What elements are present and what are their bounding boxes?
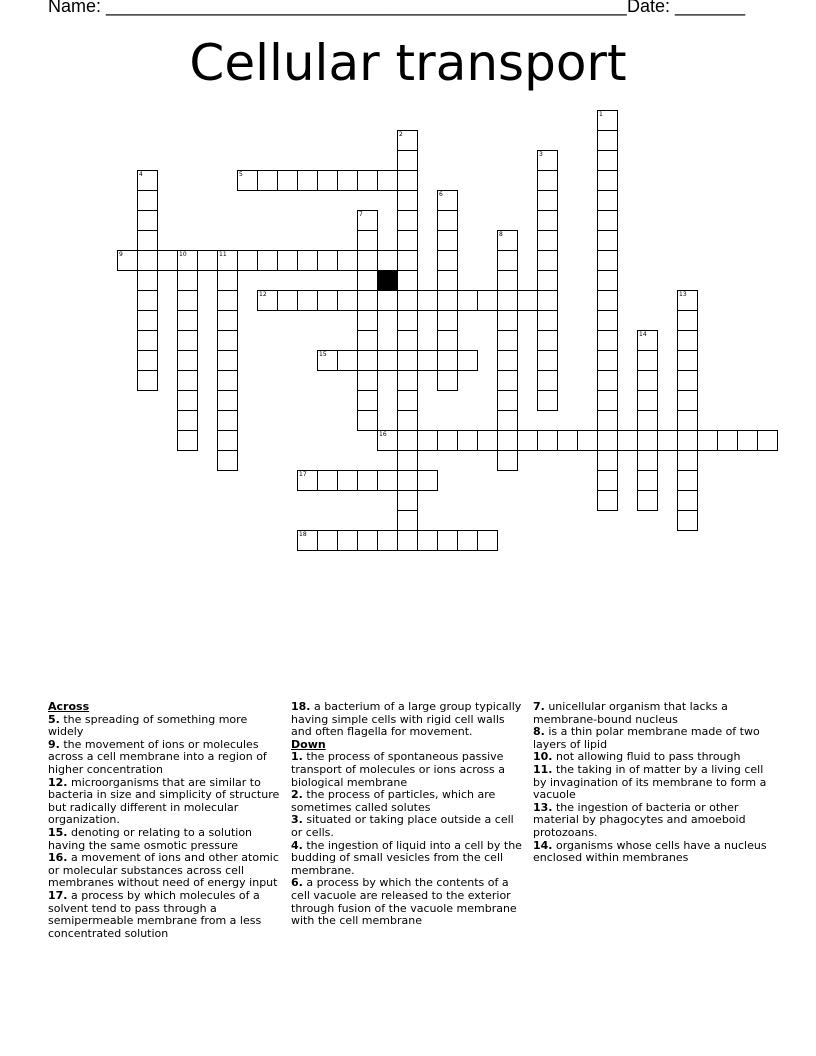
crossword-cell[interactable] (137, 350, 158, 371)
crossword-cell[interactable] (177, 390, 198, 411)
crossword-cell[interactable] (597, 470, 618, 491)
crossword-cell[interactable] (177, 310, 198, 331)
down-clue (291, 877, 527, 927)
crossword-cell[interactable] (397, 250, 418, 271)
crossword-cell[interactable] (377, 470, 398, 491)
crossword-cell[interactable] (677, 510, 698, 531)
date-field[interactable]: Date: _______ (627, 0, 746, 16)
crossword-cell[interactable] (637, 410, 658, 431)
clue-number-label: 17. (48, 888, 68, 902)
crossword-cell[interactable] (217, 410, 238, 431)
clue-text: the ingestion of bacteria or other material by phagocytes and amoeboid protozoans. (533, 800, 746, 839)
crossword-cell[interactable] (597, 490, 618, 511)
clue-number: 8 (499, 231, 503, 238)
crossword-cell[interactable] (137, 370, 158, 391)
clue-number-label: 10. (533, 750, 553, 764)
clue-text: the process of particles, which are sometimes called solutes (291, 788, 496, 814)
clue-text: denoting or relating to a solution having the same osmotic pressure (48, 825, 253, 852)
crossword-cell[interactable] (357, 170, 378, 191)
crossword-cell[interactable] (437, 350, 458, 371)
clue-text: the process of spontaneous passive transport of molecules or ions across a biological membrane (291, 750, 505, 789)
crossword-cell[interactable] (677, 310, 698, 331)
clue-number: 15 (319, 351, 327, 358)
crossword-cell[interactable] (277, 290, 298, 311)
crossword-cell[interactable] (677, 410, 698, 431)
clue-number: 4 (139, 171, 143, 178)
crossword-cell[interactable] (637, 450, 658, 471)
crossword-cell[interactable] (637, 470, 658, 491)
crossword-cell[interactable] (357, 390, 378, 411)
clue-number: 18 (299, 531, 307, 538)
crossword-cell[interactable] (377, 350, 398, 371)
crossword-cell[interactable] (597, 130, 618, 151)
clue-text: unicellular organism that lacks a membrane-bound nucleus (533, 700, 728, 726)
crossword-cell[interactable] (597, 150, 618, 171)
crossword-cell[interactable] (537, 170, 558, 191)
crossword-cell[interactable] (357, 250, 378, 271)
crossword-cell[interactable] (537, 210, 558, 231)
crossword-cell[interactable] (397, 190, 418, 211)
crossword-cell[interactable] (297, 290, 318, 311)
crossword-cell[interactable] (297, 530, 318, 551)
clue-number-label: 11. (533, 762, 553, 776)
clue-number-label: 13. (533, 800, 553, 814)
across-clue (48, 827, 284, 852)
crossword-cell[interactable] (677, 430, 698, 451)
crossword-cell[interactable] (297, 470, 318, 491)
clue-text: the taking in of matter by a living cell by invagination of its membrane to form a vacuole (533, 762, 767, 802)
crossword-black-cell (377, 270, 398, 291)
crossword-cell[interactable] (177, 290, 198, 311)
clue-number-label: 5. (48, 712, 60, 726)
crossword-cell[interactable] (357, 530, 378, 551)
crossword-cell[interactable] (397, 430, 418, 451)
crossword-cell[interactable] (677, 330, 698, 351)
crossword-cell[interactable] (537, 350, 558, 371)
crossword-cell[interactable] (537, 370, 558, 391)
clue-number-label: 1. (291, 750, 303, 764)
crossword-cell[interactable] (497, 290, 518, 311)
crossword-cell[interactable] (537, 230, 558, 251)
clue-text: organisms whose cells have a nucleus enclosed within membranes (533, 838, 767, 865)
crossword-cell[interactable] (237, 170, 258, 191)
crossword-cell[interactable] (497, 310, 518, 331)
crossword-cell[interactable] (597, 370, 618, 391)
crossword-cell[interactable] (497, 370, 518, 391)
crossword-cell[interactable] (597, 330, 618, 351)
crossword-cell[interactable] (397, 150, 418, 171)
crossword-cell[interactable] (437, 530, 458, 551)
crossword-cell[interactable] (437, 230, 458, 251)
clue-number-label: 4. (291, 838, 303, 852)
crossword-cell[interactable] (637, 390, 658, 411)
crossword-cell[interactable] (137, 250, 158, 271)
across-heading: Across (48, 700, 90, 713)
crossword-cell[interactable] (337, 530, 358, 551)
crossword-cell[interactable] (257, 290, 278, 311)
clue-number: 17 (299, 471, 307, 478)
crossword-cell[interactable] (357, 270, 378, 291)
clue-number: 7 (359, 211, 363, 218)
crossword-cell[interactable] (217, 350, 238, 371)
clue-number: 5 (239, 171, 243, 178)
crossword-cell[interactable] (397, 170, 418, 191)
crossword-cell[interactable] (397, 330, 418, 351)
crossword-cell[interactable] (477, 430, 498, 451)
clue-number-label: 12. (48, 775, 68, 789)
clue-number-label: 9. (48, 737, 60, 751)
crossword-cell[interactable] (137, 190, 158, 211)
clue-number: 10 (179, 251, 187, 258)
down-clue (533, 840, 769, 865)
clue-text: a process by which the contents of a cell vacuole are released to the exterior through fusion of the vacuole membrane with the cell membrane (291, 876, 517, 928)
across-clue (48, 777, 284, 827)
crossword-cell[interactable] (337, 170, 358, 191)
crossword-cell[interactable] (137, 290, 158, 311)
crossword-cell[interactable] (497, 250, 518, 271)
crossword-cell[interactable] (137, 170, 158, 191)
clue-number-label: 3. (291, 813, 303, 827)
crossword-cell[interactable] (297, 170, 318, 191)
crossword-cell[interactable] (397, 370, 418, 391)
crossword-cell[interactable] (317, 530, 338, 551)
crossword-cell[interactable] (317, 470, 338, 491)
crossword-cell[interactable] (417, 350, 438, 371)
crossword-cell[interactable] (497, 230, 518, 251)
crossword-cell[interactable] (437, 370, 458, 391)
crossword-cell[interactable] (397, 290, 418, 311)
crossword-cell[interactable] (217, 390, 238, 411)
crossword-cell[interactable] (637, 350, 658, 371)
crossword-cell[interactable] (637, 330, 658, 351)
crossword-cell[interactable] (677, 370, 698, 391)
crossword-cell[interactable] (617, 430, 638, 451)
name-field[interactable]: Name: ____________________________________________________ (48, 0, 627, 16)
crossword-cell[interactable] (597, 290, 618, 311)
crossword-cell[interactable] (537, 270, 558, 291)
down-clue (291, 840, 527, 878)
crossword-cell[interactable] (437, 330, 458, 351)
crossword-cell[interactable] (377, 290, 398, 311)
crossword-cell[interactable] (417, 530, 438, 551)
crossword-cell[interactable] (217, 290, 238, 311)
crossword-cell[interactable] (717, 430, 738, 451)
crossword-cell[interactable] (177, 330, 198, 351)
clue-number-label: 7. (533, 700, 545, 713)
crossword-cell[interactable] (557, 430, 578, 451)
crossword-cell[interactable] (137, 230, 158, 251)
crossword-cell[interactable] (417, 290, 438, 311)
crossword-cell[interactable] (437, 430, 458, 451)
clue-number: 3 (539, 151, 543, 158)
crossword-cell[interactable] (597, 210, 618, 231)
crossword-cell[interactable] (217, 250, 238, 271)
crossword-cell[interactable] (537, 190, 558, 211)
clue-text: a bacterium of a large group typically having simple cells with rigid cell walls and often flagella for movement. (291, 700, 522, 739)
crossword-cell[interactable] (457, 290, 478, 311)
crossword-cell[interactable] (597, 430, 618, 451)
crossword-cell[interactable] (497, 330, 518, 351)
crossword-cell[interactable] (137, 310, 158, 331)
clue-text: the spreading of something more widely (48, 712, 248, 739)
down-clue (291, 789, 527, 814)
clue-number: 14 (639, 331, 647, 338)
crossword-cell[interactable] (437, 290, 458, 311)
crossword-cell[interactable] (397, 410, 418, 431)
crossword-cell[interactable] (597, 170, 618, 191)
crossword-cell[interactable] (437, 210, 458, 231)
crossword-cell[interactable] (677, 350, 698, 371)
clue-number-label: 6. (291, 876, 303, 890)
clue-text: the ingestion of liquid into a cell by the budding of small vesicles from the cell membrane. (291, 838, 522, 877)
crossword-cell[interactable] (317, 170, 338, 191)
crossword-cell[interactable] (597, 390, 618, 411)
crossword-cell[interactable] (397, 230, 418, 251)
crossword-cell[interactable] (357, 410, 378, 431)
down-clue (533, 764, 769, 802)
crossword-cell[interactable] (177, 270, 198, 291)
crossword-cell[interactable] (177, 250, 198, 271)
crossword-cell[interactable] (477, 290, 498, 311)
crossword-cell[interactable] (397, 210, 418, 231)
crossword-cell[interactable] (257, 250, 278, 271)
crossword-cell[interactable] (437, 190, 458, 211)
crossword-cell[interactable] (397, 490, 418, 511)
crossword-cell[interactable] (397, 450, 418, 471)
crossword-cell[interactable] (597, 110, 618, 131)
crossword-cell[interactable] (457, 350, 478, 371)
crossword-cell[interactable] (377, 250, 398, 271)
crossword-cell[interactable] (437, 310, 458, 331)
clue-text: a movement of ions and other atomic or molecular substances across cell membranes without need of energy input (48, 851, 279, 890)
clue-number-label: 2. (291, 788, 303, 802)
crossword-cell[interactable] (377, 530, 398, 551)
down-clue (291, 751, 527, 789)
crossword-cell[interactable] (497, 270, 518, 291)
clue-number: 1 (599, 111, 603, 118)
crossword-cell[interactable] (537, 330, 558, 351)
crossword-cell[interactable] (397, 350, 418, 371)
crossword-cell[interactable] (597, 410, 618, 431)
crossword-cell[interactable] (537, 290, 558, 311)
clue-number-label: 8. (533, 725, 545, 739)
crossword-cell[interactable] (537, 310, 558, 331)
crossword-cell[interactable] (597, 270, 618, 291)
crossword-cell[interactable] (117, 250, 138, 271)
crossword-cell[interactable] (357, 330, 378, 351)
crossword-cell[interactable] (517, 430, 538, 451)
crossword-cell[interactable] (137, 270, 158, 291)
crossword-cell[interactable] (737, 430, 758, 451)
clue-text: microorganisms that are similar to bacteria in size and simplicity of structure but radically different in molecular organization. (48, 775, 280, 827)
clue-text: not allowing fluid to pass through (552, 750, 741, 764)
crossword-cell[interactable] (217, 270, 238, 291)
down-clue (291, 814, 527, 839)
clue-text: situated or taking place outside a cell or cells. (291, 813, 514, 839)
clues-column-3 (533, 701, 769, 865)
clues-column-2 (291, 701, 527, 928)
crossword-cell[interactable] (357, 470, 378, 491)
crossword-cell[interactable] (337, 250, 358, 271)
crossword-cell[interactable] (677, 470, 698, 491)
clue-text: is a thin polar membrane made of two layers of lipid (533, 725, 760, 751)
crossword-cell[interactable] (177, 350, 198, 371)
crossword-cell[interactable] (677, 450, 698, 471)
clue-number: 2 (399, 131, 403, 138)
crossword-cell[interactable] (317, 250, 338, 271)
crossword-cell[interactable] (217, 330, 238, 351)
crossword-cell[interactable] (437, 270, 458, 291)
crossword-cell[interactable] (197, 250, 218, 271)
crossword-cell[interactable] (497, 450, 518, 471)
crossword-cell[interactable] (277, 170, 298, 191)
clue-number-label: 16. (48, 851, 68, 865)
crossword-cell[interactable] (257, 170, 278, 191)
crossword-cell[interactable] (177, 430, 198, 451)
crossword-cell[interactable] (677, 290, 698, 311)
crossword-cell[interactable] (637, 370, 658, 391)
crossword-cell[interactable] (397, 270, 418, 291)
down-clue (533, 802, 769, 840)
crossword-cell[interactable] (577, 430, 598, 451)
clue-number: 12 (259, 291, 267, 298)
across-clue (48, 852, 284, 890)
crossword-cell[interactable] (477, 530, 498, 551)
down-clue (533, 726, 769, 751)
crossword-cell[interactable] (517, 290, 538, 311)
down-heading: Down (291, 737, 326, 751)
clue-number: 9 (119, 251, 123, 258)
crossword-cell[interactable] (357, 370, 378, 391)
down-clue (533, 701, 769, 726)
crossword-cell[interactable] (537, 250, 558, 271)
crossword-cell[interactable] (417, 430, 438, 451)
crossword-cell[interactable] (297, 250, 318, 271)
crossword-cell[interactable] (217, 430, 238, 451)
crossword-cell[interactable] (597, 230, 618, 251)
crossword-cell[interactable] (357, 210, 378, 231)
crossword-cell[interactable] (597, 190, 618, 211)
crossword-cell[interactable] (397, 470, 418, 491)
crossword-cell[interactable] (397, 130, 418, 151)
crossword-cell[interactable] (277, 250, 298, 271)
crossword-cell[interactable] (217, 310, 238, 331)
crossword-cell[interactable] (457, 430, 478, 451)
across-clue (48, 890, 284, 940)
crossword-cell[interactable] (677, 390, 698, 411)
crossword-cell[interactable] (397, 530, 418, 551)
crossword-cell[interactable] (637, 490, 658, 511)
crossword-cell[interactable] (337, 470, 358, 491)
crossword-cell[interactable] (597, 310, 618, 331)
crossword-cell[interactable] (357, 290, 378, 311)
page-title: Cellular transport (189, 34, 627, 92)
clue-number-label: 18. (291, 700, 311, 713)
crossword-cell[interactable] (177, 370, 198, 391)
crossword-cell[interactable] (357, 230, 378, 251)
across-clue (291, 701, 527, 739)
clue-text: the movement of ions or molecules across a cell membrane into a region of higher concentration (48, 737, 267, 776)
crossword-cell[interactable] (537, 390, 558, 411)
crossword-cell[interactable] (537, 430, 558, 451)
clue-number-label: 15. (48, 825, 68, 839)
clues-column-1 (48, 701, 284, 940)
crossword-cell[interactable] (377, 170, 398, 191)
crossword-cell[interactable] (357, 310, 378, 331)
crossword-cell[interactable] (137, 210, 158, 231)
crossword-cell[interactable] (237, 250, 258, 271)
crossword-cell[interactable] (697, 430, 718, 451)
crossword-cell[interactable] (537, 150, 558, 171)
crossword-cell[interactable] (497, 430, 518, 451)
crossword-cell[interactable] (497, 350, 518, 371)
crossword-cell[interactable] (397, 310, 418, 331)
crossword-cell[interactable] (757, 430, 778, 451)
clue-number: 16 (379, 431, 387, 438)
crossword-cell[interactable] (417, 470, 438, 491)
crossword-cell[interactable] (397, 510, 418, 531)
across-clue (48, 714, 284, 739)
crossword-cell[interactable] (337, 350, 358, 371)
crossword-cell[interactable] (397, 390, 418, 411)
crossword-cell[interactable] (657, 430, 678, 451)
clue-text: a process by which molecules of a solvent tend to pass through a semipermeable membrane from a less concentrated solution (48, 888, 262, 940)
across-clue (48, 739, 284, 777)
crossword-cell[interactable] (677, 490, 698, 511)
clue-number-label: 14. (533, 838, 553, 852)
crossword-cell[interactable] (317, 290, 338, 311)
crossword-cell[interactable] (457, 530, 478, 551)
crossword-cell[interactable] (497, 390, 518, 411)
crossword-cell[interactable] (217, 450, 238, 471)
crossword-cell[interactable] (597, 450, 618, 471)
crossword-cell[interactable] (317, 350, 338, 371)
crossword-cell[interactable] (597, 250, 618, 271)
crossword-cell[interactable] (597, 350, 618, 371)
crossword-cell[interactable] (337, 290, 358, 311)
clue-number: 6 (439, 191, 443, 198)
crossword-cell[interactable] (437, 250, 458, 271)
crossword-cell[interactable] (357, 350, 378, 371)
crossword-cell[interactable] (137, 330, 158, 351)
clue-number: 11 (219, 251, 227, 258)
crossword-cell[interactable] (177, 410, 198, 431)
crossword-cell[interactable] (497, 410, 518, 431)
clue-number: 13 (679, 291, 687, 298)
crossword-cell[interactable] (157, 250, 178, 271)
crossword-cell[interactable] (217, 370, 238, 391)
crossword-cell[interactable] (377, 430, 398, 451)
crossword-cell[interactable] (637, 430, 658, 451)
